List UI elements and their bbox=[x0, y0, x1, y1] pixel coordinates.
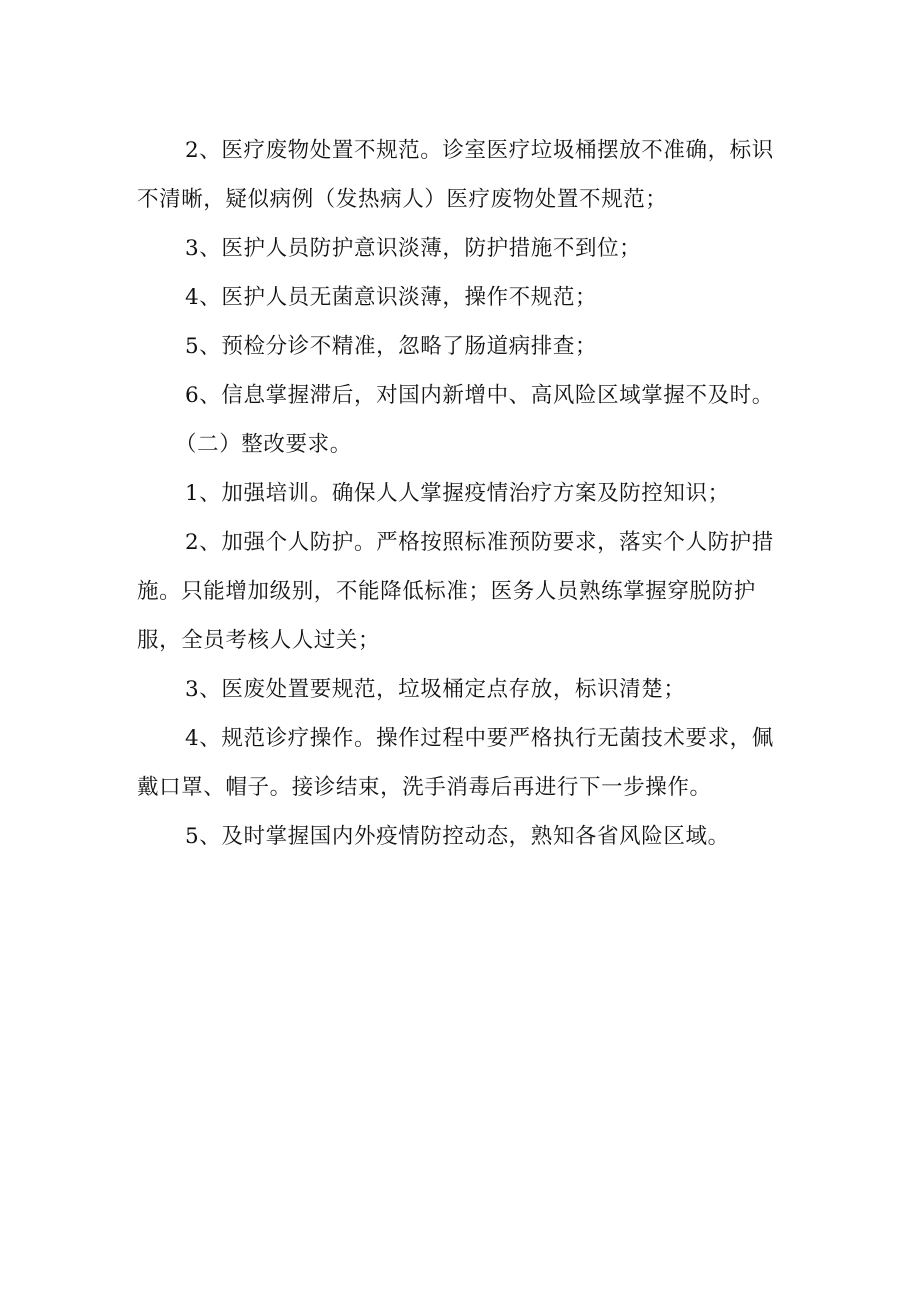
paragraph-line: 4、规范诊疗操作。操作过程中要严格执行无菌技术要求，佩 bbox=[185, 726, 774, 751]
paragraph-line: 施。只能增加级别，不能降低标准；医务人员熟练掌握穿脱防护 bbox=[137, 579, 756, 604]
paragraph-line: 2、加强个人防护。严格按照标准预防要求，落实个人防护措 bbox=[185, 530, 774, 555]
paragraph-line: 5、预检分诊不精准，忽略了肠道病排查； bbox=[185, 334, 598, 359]
problem-item-5 bbox=[137, 322, 797, 371]
paragraph-line: 不清晰，疑似病例（发热病人）医疗废物处置不规范； bbox=[137, 187, 668, 212]
requirement-item-2 bbox=[137, 518, 797, 665]
document-body bbox=[137, 126, 797, 861]
section-heading bbox=[137, 420, 797, 469]
section-heading-text: （二）整改要求。 bbox=[175, 432, 352, 457]
paragraph-line: 4、医护人员无菌意识淡薄，操作不规范； bbox=[185, 285, 598, 310]
paragraph-line: 戴口罩、帽子。接诊结束，洗手消毒后再进行下一步操作。 bbox=[137, 775, 712, 800]
paragraph-line: 1、加强培训。确保人人掌握疫情治疗方案及防控知识； bbox=[185, 481, 730, 506]
requirement-item-1 bbox=[137, 469, 797, 518]
paragraph-line: 3、医废处置要规范，垃圾桶定点存放，标识清楚； bbox=[185, 677, 686, 702]
problem-item-4 bbox=[137, 273, 797, 322]
requirement-item-3 bbox=[137, 665, 797, 714]
paragraph-line: 6、信息掌握滞后，对国内新增中、高风险区域掌握不及时。 bbox=[185, 383, 774, 408]
requirement-item-5 bbox=[137, 812, 797, 861]
problem-item-2 bbox=[137, 126, 797, 224]
paragraph-line: 3、医护人员防护意识淡薄，防护措施不到位； bbox=[185, 236, 642, 261]
requirement-item-4 bbox=[137, 714, 797, 812]
problem-item-6 bbox=[137, 371, 797, 420]
problem-item-3 bbox=[137, 224, 797, 273]
paragraph-line: 5、及时掌握国内外疫情防控动态，熟知各省风险区域。 bbox=[185, 824, 730, 849]
paragraph-line: 服，全员考核人人过关； bbox=[137, 628, 381, 653]
paragraph-line: 2、医疗废物处置不规范。诊室医疗垃圾桶摆放不准确，标识 bbox=[185, 138, 774, 163]
